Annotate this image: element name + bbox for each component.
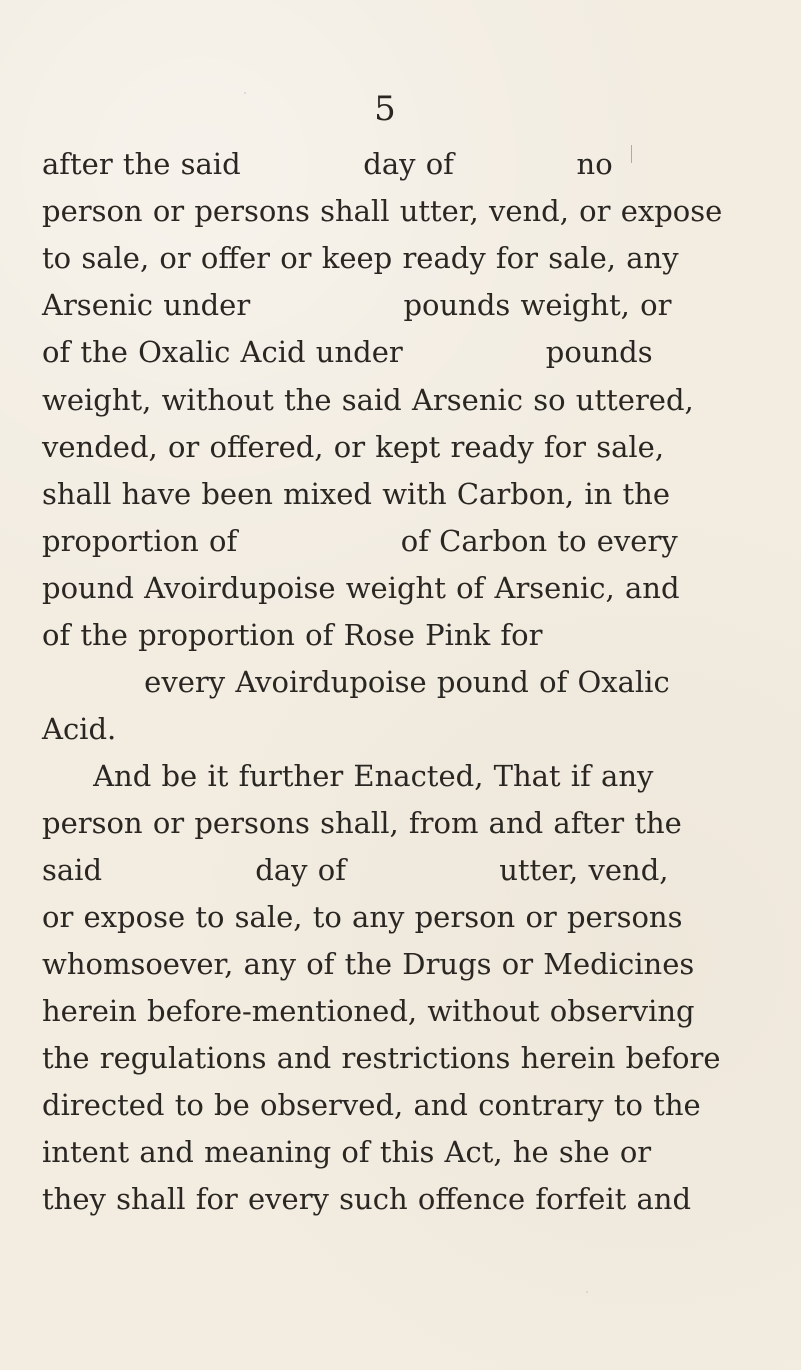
text-line: every Avoirdupoise pound of Oxalic xyxy=(42,665,670,699)
text-line: weight, without the said Arsenic so uttered, xyxy=(42,383,694,417)
text-line: to sale, or offer or keep ready for sale, any xyxy=(42,241,679,275)
text-line: pound Avoirdupoise weight of Arsenic, and xyxy=(42,571,680,605)
text-line: Arsenic under pounds weight, or xyxy=(42,288,672,322)
text-line: directed to be observed, and contrary to the xyxy=(42,1088,701,1122)
text-line: herein before-mentioned, without observing xyxy=(42,994,695,1028)
paper-speck xyxy=(244,92,246,94)
text-line: intent and meaning of this Act, he she or xyxy=(42,1135,652,1169)
text-line: the regulations and restrictions herein before xyxy=(42,1041,721,1075)
text-line: or expose to sale, to any person or persons xyxy=(42,900,683,934)
text-line: person or persons shall, from and after the xyxy=(42,806,682,840)
text-line: shall have been mixed with Carbon, in the xyxy=(42,477,670,511)
text-line: vended, or offered, or kept ready for sale, xyxy=(42,430,665,464)
text-line: person or persons shall utter, vend, or expose xyxy=(42,194,723,228)
page-number: 5 xyxy=(374,89,396,129)
text-line: Acid. xyxy=(42,712,117,746)
paper-speck xyxy=(586,1291,588,1293)
paper-speck xyxy=(631,145,632,163)
text-line: they shall for every such offence forfeit and xyxy=(42,1182,692,1216)
text-line: said day of utter, vend, xyxy=(42,853,669,887)
text-line: of the Oxalic Acid under pounds xyxy=(42,335,653,369)
text-line: And be it further Enacted, That if any xyxy=(42,759,654,793)
text-line: proportion of of Carbon to every xyxy=(42,524,678,558)
text-line: whomsoever, any of the Drugs or Medicines xyxy=(42,947,695,981)
text-line: of the proportion of Rose Pink for xyxy=(42,618,543,652)
text-line: after the said day of no xyxy=(42,147,613,181)
